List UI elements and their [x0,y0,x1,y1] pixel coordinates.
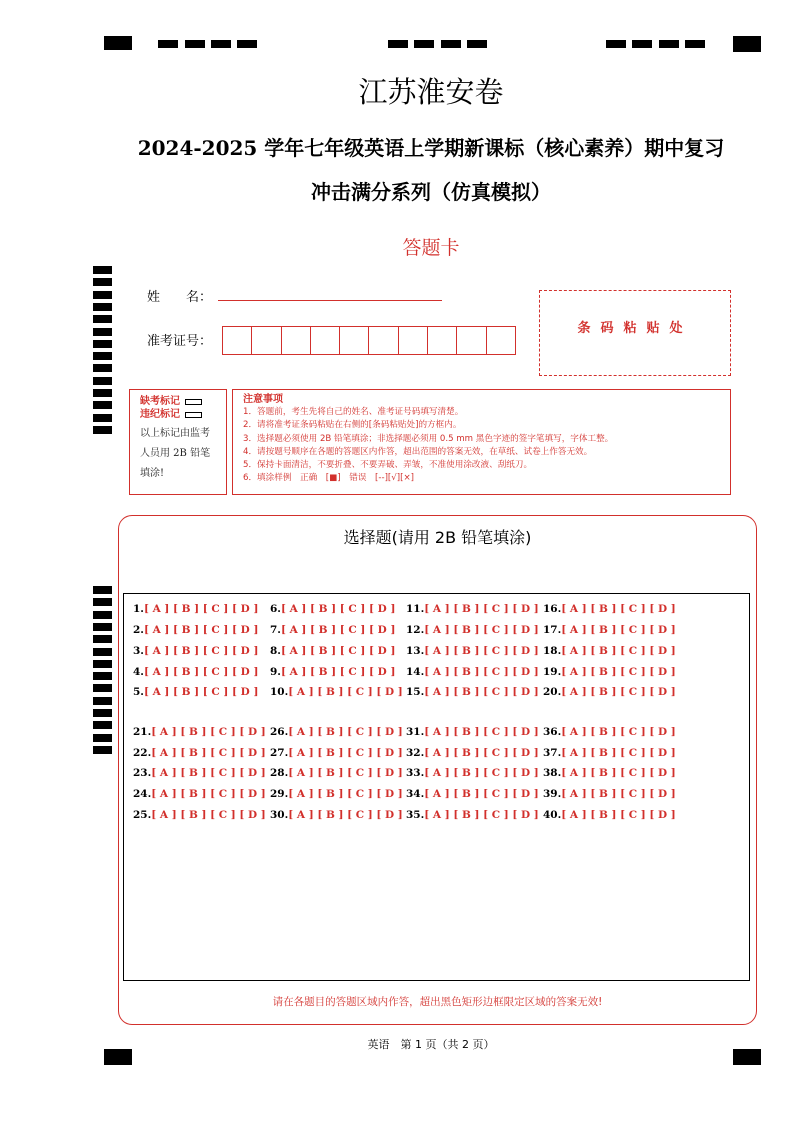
question-item [133,624,258,636]
absent-mark-box[interactable] [185,399,202,405]
answer-options[interactable]: [ A ] [ B ] [ C ] [ D ] [151,767,266,779]
question-number: 8. [270,645,281,657]
question-number: 29. [270,788,289,800]
timing-mark [93,352,112,360]
question-item [270,603,395,615]
question-number: 17. [543,624,562,636]
question-number: 30. [270,809,289,821]
question-number: 3. [133,645,144,657]
exam-number-label: 准考证号： [147,334,213,349]
exam-subtitle: 2024-2025 学年七年级英语上学期新课标（核心素养）期中复习 [137,136,725,160]
question-number: 25. [133,809,152,821]
timing-mark [388,40,408,48]
timing-mark [93,377,112,385]
question-item [543,767,676,779]
timing-mark [606,40,626,48]
instruction-item: 3．选择题必须使用 2B 铅笔填涂；非选择题必须用 0.5 mm 黑色字迹的签字笔填写，字体工整。 [243,433,614,444]
question-number: 24. [133,788,152,800]
timing-mark [93,598,112,606]
exam-number-digit-box[interactable] [487,327,515,354]
question-number: 40. [543,809,562,821]
question-number: 22. [133,747,152,759]
question-number: 6. [270,603,281,615]
timing-mark [414,40,434,48]
question-number: 36. [543,726,562,738]
answer-options[interactable]: [ A ] [ B ] [ C ] [ D ] [288,726,403,738]
answer-options[interactable]: [ A ] [ B ] [ C ] [ D ] [561,767,676,779]
answer-options[interactable]: [ A ] [ B ] [ C ] [ D ] [280,624,396,636]
answer-options[interactable]: [ A ] [ B ] [ C ] [ D ] [424,603,539,615]
instruction-item: 5．保持卡面清洁，不要折叠、不要弄破、弄皱，不准使用涂改液、刮纸刀。 [243,460,533,471]
question-number: 23. [133,767,152,779]
question-item [133,767,266,779]
exam-number-digit-box[interactable] [252,327,281,354]
question-item [543,747,676,759]
question-number: 34. [406,788,425,800]
answer-options[interactable]: [ A ] [ B ] [ C ] [ D ] [288,767,403,779]
exam-number-digit-box[interactable] [399,327,428,354]
answer-options[interactable]: [ A ] [ B ] [ C ] [ D ] [424,686,539,698]
question-number: 19. [543,666,562,678]
absent-mark [140,395,216,408]
question-item [270,666,395,678]
question-item [543,788,676,800]
question-number: 37. [543,747,562,759]
answer-options[interactable]: [ A ] [ B ] [ C ] [ D ] [143,686,259,698]
timing-mark [93,278,112,286]
timing-mark [93,426,112,434]
question-item [270,767,403,779]
instruction-item: 2．请将准考证条码粘贴在右侧的[条码粘贴处]的方框内。 [243,420,462,431]
question-item [133,726,266,738]
timing-mark [93,623,112,631]
exam-number-digit-box[interactable] [340,327,369,354]
question-number: 32. [406,747,425,759]
answer-options[interactable]: [ A ] [ B ] [ C ] [ D ] [288,686,403,698]
question-item [543,603,676,615]
timing-mark [158,40,178,48]
exam-number-digit-box[interactable] [311,327,340,354]
question-number: 12. [406,624,425,636]
timing-mark [211,40,231,48]
answer-options[interactable]: [ A ] [ B ] [ C ] [ D ] [424,767,539,779]
answer-options[interactable]: [ A ] [ B ] [ C ] [ D ] [151,809,266,821]
timing-mark [685,40,705,48]
timing-mark [467,40,487,48]
timing-mark [733,36,761,52]
timing-mark [93,291,112,299]
question-item [543,726,676,738]
question-number: 16. [543,603,562,615]
answer-card-title: 答题卡 [402,237,460,259]
answer-options[interactable]: [ A ] [ B ] [ C ] [ D ] [561,726,676,738]
question-item [543,666,676,678]
exam-number-digit-box[interactable] [369,327,398,354]
question-number: 27. [270,747,289,759]
answer-options[interactable]: [ A ] [ B ] [ C ] [ D ] [424,809,539,821]
timing-mark [93,303,112,311]
answer-options[interactable]: [ A ] [ B ] [ C ] [ D ] [280,603,396,615]
question-item [270,645,395,657]
answer-options[interactable]: [ A ] [ B ] [ C ] [ D ] [561,809,676,821]
question-number: 33. [406,767,425,779]
timing-mark [93,746,112,754]
timing-mark [93,635,112,643]
timing-mark [93,721,112,729]
answer-options[interactable]: [ A ] [ B ] [ C ] [ D ] [561,788,676,800]
choice-section-title: 选择题(请用 2B 铅笔填涂) [343,528,532,547]
question-number: 21. [133,726,152,738]
answer-options[interactable]: [ A ] [ B ] [ C ] [ D ] [424,788,539,800]
question-item [406,624,539,636]
question-item [406,686,539,698]
answer-options[interactable]: [ A ] [ B ] [ C ] [ D ] [561,686,676,698]
answer-options[interactable]: [ A ] [ B ] [ C ] [ D ] [424,666,539,678]
invigilator-marks-box [129,389,227,495]
exam-number-digit-box[interactable] [223,327,252,354]
question-item [543,645,676,657]
question-item [133,747,266,759]
question-item [270,788,403,800]
question-number: 38. [543,767,562,779]
question-item [406,788,539,800]
timing-mark [93,648,112,656]
timing-mark [93,660,112,668]
question-item [543,809,676,821]
name-field[interactable] [218,300,442,301]
exam-number-digit-box[interactable] [282,327,311,354]
violation-mark-label: 违纪标记 [140,409,180,420]
answer-options[interactable]: [ A ] [ B ] [ C ] [ D ] [151,726,266,738]
question-item [133,809,266,821]
answer-options[interactable]: [ A ] [ B ] [ C ] [ D ] [561,645,676,657]
answer-options[interactable]: [ A ] [ B ] [ C ] [ D ] [151,747,266,759]
question-item [406,767,539,779]
answer-options[interactable]: [ A ] [ B ] [ C ] [ D ] [424,726,539,738]
timing-mark [104,36,132,50]
timing-mark [93,414,112,422]
question-item [133,788,266,800]
timing-mark [93,266,112,274]
question-item [270,726,403,738]
question-item [270,624,395,636]
question-item [133,645,258,657]
instruction-item: 6．填涂样例 正确 [■] 错误 [--][√][×] [243,473,415,484]
exam-series: 冲击满分系列（仿真模拟） [311,180,551,204]
answer-options[interactable]: [ A ] [ B ] [ C ] [ D ] [288,788,403,800]
answer-options[interactable]: [ A ] [ B ] [ C ] [ D ] [561,747,676,759]
question-item [133,603,258,615]
instruction-item: 4．请按题号顺序在各题的答题区内作答，超出范围的答案无效，在草纸、试卷上作答无效。 [243,446,593,457]
timing-mark [441,40,461,48]
timing-mark [93,315,112,323]
answer-options[interactable]: [ A ] [ B ] [ C ] [ D ] [143,666,259,678]
timing-mark [93,672,112,680]
question-item [270,747,403,759]
timing-mark [659,40,679,48]
answer-options[interactable]: [ A ] [ B ] [ C ] [ D ] [424,645,539,657]
answer-options[interactable]: [ A ] [ B ] [ C ] [ D ] [561,666,676,678]
timing-mark [632,40,652,48]
question-number: 28. [270,767,289,779]
instructions-heading: 注意事项 [243,394,283,405]
page-title: 江苏淮安卷 [358,75,504,109]
answer-area-warning: 请在各题目的答题区域内作答，超出黑色矩形边框限定区域的答案无效! [272,996,603,1008]
question-item [543,624,676,636]
question-number: 10. [270,686,289,698]
question-item [406,747,539,759]
answer-options[interactable]: [ A ] [ B ] [ C ] [ D ] [280,645,396,657]
exam-number-digit-box[interactable] [457,327,486,354]
question-number: 4. [133,666,144,678]
question-number: 2. [133,624,144,636]
question-item [406,666,539,678]
answer-options[interactable]: [ A ] [ B ] [ C ] [ D ] [143,645,259,657]
answer-options[interactable]: [ A ] [ B ] [ C ] [ D ] [424,624,539,636]
timing-mark [93,734,112,742]
marks-description: 以上标记由监考人员用 2B 铅笔填涂! [140,428,211,479]
exam-number-digit-box[interactable] [428,327,457,354]
question-item [406,603,539,615]
violation-mark-box[interactable] [185,412,202,418]
violation-mark [140,408,216,421]
answer-options[interactable]: [ A ] [ B ] [ C ] [ D ] [561,603,676,615]
name-label: 姓 名： [147,290,213,305]
question-number: 35. [406,809,425,821]
timing-mark [185,40,205,48]
question-number: 5. [133,686,144,698]
absent-mark-label: 缺考标记 [140,396,180,407]
timing-mark [237,40,257,48]
answer-options[interactable]: [ A ] [ B ] [ C ] [ D ] [424,747,539,759]
answer-options[interactable]: [ A ] [ B ] [ C ] [ D ] [143,624,259,636]
page-footer: 英语 第 1 页（共 2 页） [367,1038,495,1051]
question-item [133,686,258,698]
question-number: 20. [543,686,562,698]
answer-options[interactable]: [ A ] [ B ] [ C ] [ D ] [288,747,403,759]
answer-options[interactable]: [ A ] [ B ] [ C ] [ D ] [151,788,266,800]
timing-mark [93,611,112,619]
question-number: 39. [543,788,562,800]
answer-options[interactable]: [ A ] [ B ] [ C ] [ D ] [561,624,676,636]
question-item [406,726,539,738]
barcode-area: 条码粘贴处 [539,290,731,376]
answer-options[interactable]: [ A ] [ B ] [ C ] [ D ] [288,809,403,821]
timing-mark [93,389,112,397]
exam-number-field[interactable] [222,326,516,355]
answer-options[interactable]: [ A ] [ B ] [ C ] [ D ] [280,666,396,678]
timing-mark [93,697,112,705]
question-item [133,666,258,678]
question-number: 9. [270,666,281,678]
timing-mark [93,364,112,372]
question-number: 26. [270,726,289,738]
timing-mark [93,328,112,336]
question-item [543,686,676,698]
question-number: 1. [133,603,144,615]
question-number: 31. [406,726,425,738]
timing-mark [93,586,112,594]
question-item [406,809,539,821]
question-number: 11. [406,603,425,615]
timing-mark [93,340,112,348]
question-number: 13. [406,645,425,657]
question-item [270,686,403,698]
question-number: 15. [406,686,425,698]
answer-options[interactable]: [ A ] [ B ] [ C ] [ D ] [143,603,259,615]
question-number: 14. [406,666,425,678]
timing-mark [93,709,112,717]
question-number: 18. [543,645,562,657]
question-number: 7. [270,624,281,636]
instruction-item: 1．答题前，考生先将自己的姓名、准考证号码填写清楚。 [243,407,464,417]
question-item [270,809,403,821]
timing-mark [93,684,112,692]
timing-mark [93,401,112,409]
instructions-box [232,389,731,495]
question-item [406,645,539,657]
